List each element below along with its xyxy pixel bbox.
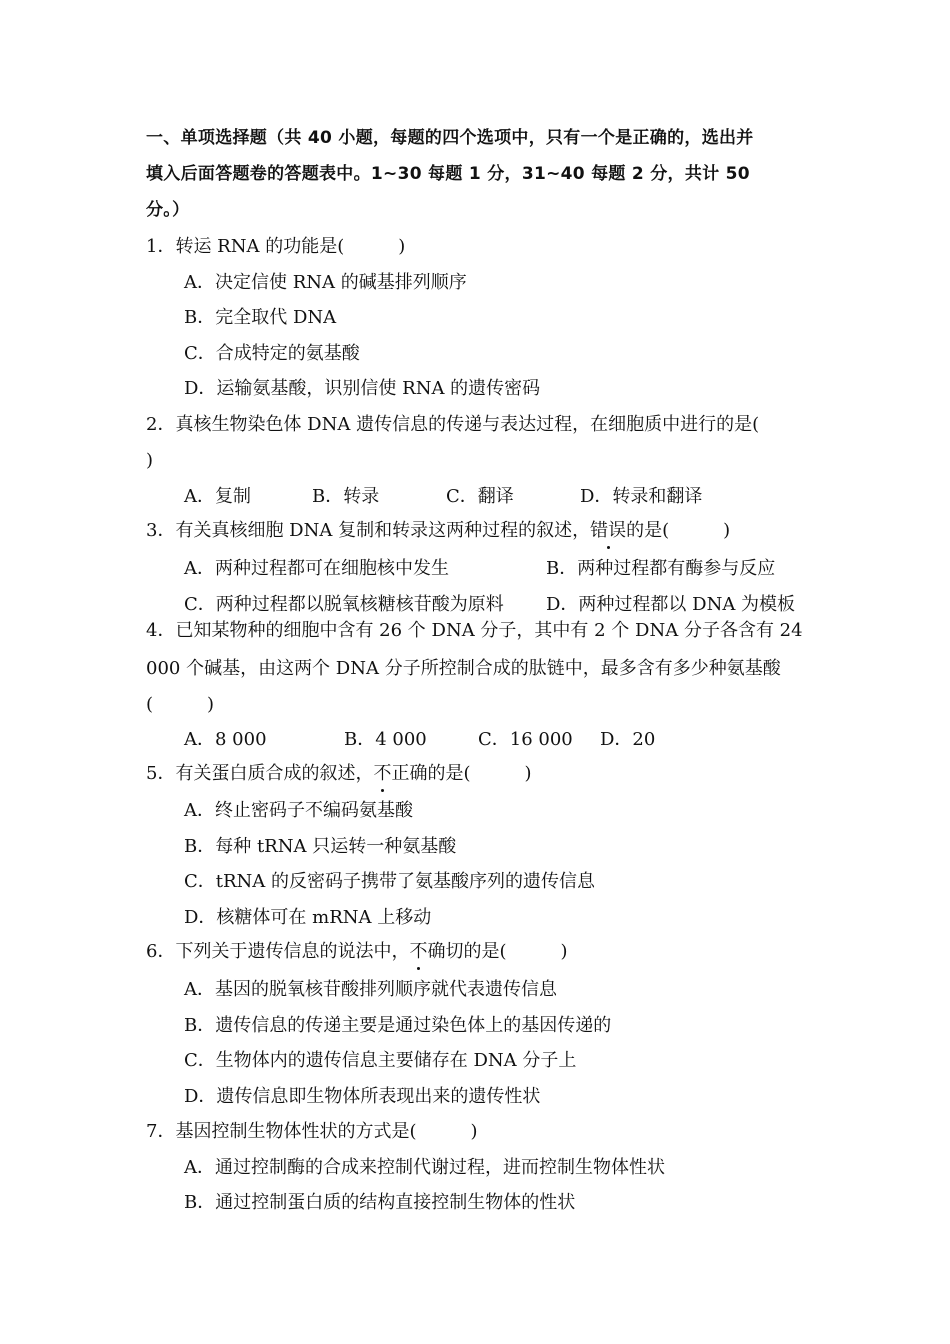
question-7-option-a[interactable]: A．通过控制酶的合成来控制代谢过程，进而控制生物体性状 (184, 1157, 665, 1178)
question-3-option-a[interactable]: A．两种过程都可在细胞核中发生 (184, 558, 449, 579)
question-6-stem-pre: 6．下列关于遗传信息的说法中， (146, 941, 410, 962)
question-3-emphasis: 错误 (590, 520, 627, 541)
question-5-option-d[interactable]: D．核糖体可在 mRNA 上移动 (184, 907, 432, 928)
question-5-emphasis: 不 (373, 763, 392, 784)
question-2-option-b[interactable]: B．转录 (312, 486, 380, 507)
question-1-option-b[interactable]: B．完全取代 DNA (184, 307, 337, 328)
question-4-option-c[interactable]: C．16 000 (478, 729, 573, 750)
question-6-emphasis: 不 (409, 941, 428, 962)
question-2-option-a[interactable]: A．复制 (184, 486, 251, 507)
question-3-option-b[interactable]: B．两种过程都有酶参与反应 (546, 558, 776, 579)
question-5-option-a[interactable]: A．终止密码子不编码氨基酸 (184, 800, 413, 821)
question-1-stem: 1．转运 RNA 的功能是( ) (146, 236, 406, 257)
question-3-stem (146, 519, 730, 543)
question-3-option-d[interactable]: D．两种过程都以 DNA 为模板 (546, 594, 796, 615)
question-1-option-c[interactable]: C．合成特定的氨基酸 (184, 343, 360, 364)
question-6-option-a[interactable]: A．基因的脱氧核苷酸排列顺序就代表遗传信息 (184, 979, 557, 1000)
question-4-option-d[interactable]: D．20 (600, 729, 656, 750)
question-5-option-b[interactable]: B．每种 tRNA 只运转一种氨基酸 (184, 836, 457, 857)
question-4-stem: 4．已知某物种的细胞中含有 26 个 DNA 分子，其中有 2 个 DNA 分子各含有 24 (146, 620, 803, 641)
question-4-option-a[interactable]: A．8 000 (184, 729, 267, 750)
question-4-stem-cont: 000 个碱基，由这两个 DNA 分子所控制合成的肽链中，最多含有多少种氨基酸 (146, 658, 781, 679)
question-6-stem-post: 确切的是( ) (427, 941, 568, 962)
question-7-stem: 7．基因控制生物体性状的方式是( ) (146, 1121, 478, 1142)
question-3-option-c[interactable]: C．两种过程都以脱氧核糖核苷酸为原料 (184, 594, 504, 615)
question-6-option-b[interactable]: B．遗传信息的传递主要是通过染色体上的基因传递的 (184, 1015, 612, 1036)
question-5-stem (146, 762, 532, 786)
question-2-stem-cont: ) (146, 450, 154, 471)
question-5-stem-post: 正确的是( ) (391, 763, 532, 784)
question-5-option-c[interactable]: C．tRNA 的反密码子携带了氨基酸序列的遗传信息 (184, 871, 596, 892)
question-6-option-c[interactable]: C．生物体内的遗传信息主要储存在 DNA 分子上 (184, 1050, 577, 1071)
question-2-option-d[interactable]: D．转录和翻译 (580, 486, 703, 507)
question-6-stem (146, 940, 568, 964)
question-6-option-d[interactable]: D．遗传信息即生物体所表现出来的遗传性状 (184, 1086, 541, 1107)
question-1-option-d[interactable]: D．运输氨基酸，识别信使 RNA 的遗传密码 (184, 378, 541, 399)
section-heading-line-2: 填入后面答题卷的答题表中。1~30 每题 1 分，31~40 每题 2 分，共计 50 (146, 164, 750, 184)
question-2-option-c[interactable]: C．翻译 (446, 486, 514, 507)
question-4-option-b[interactable]: B．4 000 (344, 729, 427, 750)
question-3-stem-post: 的是( ) (626, 520, 731, 541)
question-4-stem-cont-2: ( ) (146, 694, 215, 715)
question-2-stem: 2．真核生物染色体 DNA 遗传信息的传递与表达过程，在细胞质中进行的是( (146, 414, 760, 435)
question-7-option-b[interactable]: B．通过控制蛋白质的结构直接控制生物体的性状 (184, 1192, 576, 1213)
section-heading-line-3: 分。） (146, 200, 190, 220)
question-1-option-a[interactable]: A．决定信使 RNA 的碱基排列顺序 (184, 272, 467, 293)
question-5-stem-pre: 5．有关蛋白质合成的叙述， (146, 763, 374, 784)
section-heading-line-1: 一、单项选择题（共 40 小题，每题的四个选项中，只有一个是正确的，选出并 (146, 128, 754, 148)
question-3-stem-pre: 3．有关真核细胞 DNA 复制和转录这两种过程的叙述， (146, 520, 591, 541)
